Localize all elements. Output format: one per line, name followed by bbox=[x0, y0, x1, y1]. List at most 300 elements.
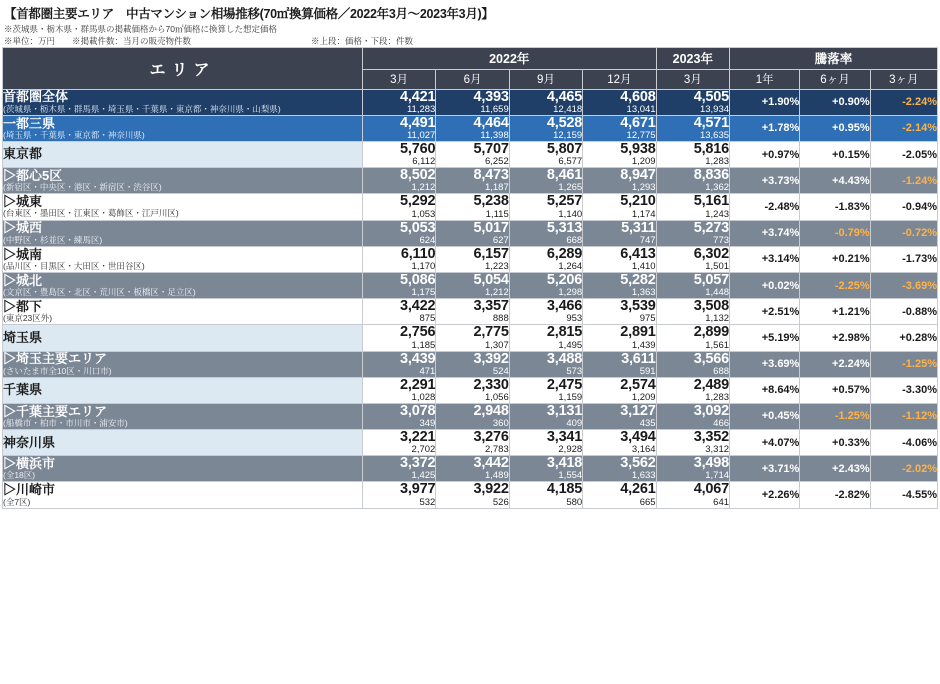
price-cell bbox=[436, 482, 509, 508]
price-value: 2,330 bbox=[473, 376, 509, 393]
price-cell bbox=[362, 220, 435, 246]
table-row bbox=[3, 403, 938, 429]
listing-count: 665 bbox=[639, 496, 656, 508]
change-cell: -1.12% bbox=[870, 403, 937, 429]
change-cell: +3.74% bbox=[730, 220, 800, 246]
listing-count: 1,140 bbox=[558, 208, 583, 220]
price-value: 8,473 bbox=[473, 167, 509, 184]
header-area: エリア bbox=[3, 47, 363, 89]
listing-count: 688 bbox=[713, 365, 730, 377]
price-value: 3,418 bbox=[546, 455, 583, 472]
price-value: 5,292 bbox=[400, 193, 436, 210]
listing-count: 435 bbox=[639, 418, 656, 430]
listing-count: 2,783 bbox=[484, 444, 509, 456]
price-cell bbox=[509, 194, 582, 220]
price-value: 5,707 bbox=[473, 141, 509, 157]
price-cell bbox=[656, 377, 729, 403]
price-cell bbox=[362, 482, 435, 508]
price-cell bbox=[509, 325, 582, 351]
price-value: 5,238 bbox=[473, 193, 509, 210]
price-cell bbox=[583, 403, 656, 429]
change-cell: -2.02% bbox=[870, 456, 937, 482]
price-cell bbox=[362, 246, 435, 272]
listing-count: 6,577 bbox=[558, 156, 583, 168]
price-cell bbox=[583, 168, 656, 194]
price-value: 3,439 bbox=[400, 350, 436, 367]
price-value: 5,313 bbox=[546, 219, 583, 236]
listing-count: 1,425 bbox=[411, 470, 436, 482]
listing-count: 12,775 bbox=[626, 130, 656, 142]
area-cell bbox=[3, 377, 363, 403]
area-cell bbox=[3, 272, 363, 298]
price-value: 5,282 bbox=[620, 271, 656, 288]
change-cell: -2.05% bbox=[870, 142, 937, 168]
price-value: 3,498 bbox=[693, 455, 730, 472]
listing-count: 875 bbox=[419, 313, 436, 325]
price-value: 3,357 bbox=[473, 298, 509, 315]
price-cell bbox=[656, 272, 729, 298]
price-cell bbox=[436, 351, 509, 377]
change-cell: -4.55% bbox=[870, 482, 937, 508]
area-cell bbox=[3, 142, 363, 168]
area-name: 千葉県 bbox=[3, 382, 43, 398]
listing-count: 1,212 bbox=[411, 182, 436, 194]
area-cell bbox=[3, 246, 363, 272]
price-value: 3,539 bbox=[620, 298, 656, 315]
listing-count: 1,175 bbox=[411, 287, 436, 299]
listing-count: 1,209 bbox=[631, 156, 656, 168]
area-name: 一都三県 bbox=[3, 115, 56, 131]
price-value: 5,054 bbox=[473, 271, 509, 288]
price-value: 3,422 bbox=[400, 298, 436, 315]
change-cell: -2.14% bbox=[870, 115, 937, 141]
price-value: 4,528 bbox=[546, 114, 583, 131]
area-cell bbox=[3, 115, 363, 141]
listing-count: 1,243 bbox=[705, 208, 730, 220]
listing-count: 1,362 bbox=[705, 182, 730, 194]
listing-count: 1,265 bbox=[558, 182, 583, 194]
listing-count: 573 bbox=[566, 365, 583, 377]
area-name: ▷埼玉主要エリア bbox=[3, 351, 108, 367]
listing-count: 953 bbox=[566, 313, 583, 325]
area-cell bbox=[3, 403, 363, 429]
price-value: 2,756 bbox=[400, 324, 436, 341]
change-cell: +0.90% bbox=[800, 89, 870, 115]
price-value: 3,392 bbox=[473, 350, 509, 367]
area-subtext: (文京区・豊島区・北区・荒川区・板橋区・足立区) bbox=[3, 287, 196, 297]
price-cell bbox=[656, 246, 729, 272]
table-row bbox=[3, 246, 938, 272]
price-cell bbox=[362, 325, 435, 351]
price-value: 3,494 bbox=[620, 429, 656, 446]
price-cell bbox=[436, 299, 509, 325]
change-cell: -1.24% bbox=[870, 168, 937, 194]
price-value: 5,053 bbox=[400, 219, 436, 236]
listing-count: 1,363 bbox=[631, 287, 656, 299]
listing-count: 6,112 bbox=[412, 156, 436, 168]
listing-count: 1,212 bbox=[484, 287, 509, 299]
price-value: 5,760 bbox=[400, 141, 436, 157]
change-cell: +3.14% bbox=[730, 246, 800, 272]
change-cell: -1.83% bbox=[800, 194, 870, 220]
change-cell: +0.15% bbox=[800, 142, 870, 168]
change-cell: +1.21% bbox=[800, 299, 870, 325]
price-value: 3,127 bbox=[620, 402, 656, 419]
price-value: 2,891 bbox=[620, 324, 656, 341]
header-month-2022-6: 6月 bbox=[436, 69, 509, 89]
price-value: 4,261 bbox=[620, 481, 656, 498]
price-value: 3,372 bbox=[400, 455, 436, 472]
change-cell: -2.48% bbox=[730, 194, 800, 220]
price-value: 5,057 bbox=[693, 271, 730, 288]
table-row bbox=[3, 377, 938, 403]
table-row bbox=[3, 456, 938, 482]
listing-count: 1,298 bbox=[558, 287, 583, 299]
area-name: ▷都下 bbox=[3, 298, 43, 314]
listing-count: 1,115 bbox=[485, 208, 509, 220]
price-cell bbox=[656, 299, 729, 325]
listing-count: 1,170 bbox=[411, 260, 436, 272]
listing-count: 1,448 bbox=[705, 287, 730, 299]
price-value: 4,571 bbox=[693, 114, 730, 131]
price-cell bbox=[583, 142, 656, 168]
price-value: 4,465 bbox=[546, 88, 583, 105]
price-cell bbox=[436, 430, 509, 456]
price-value: 3,092 bbox=[693, 402, 730, 419]
price-value: 3,276 bbox=[473, 429, 509, 446]
note-line-1: ※茨城県・栃木県・群馬県の掲載価格から70㎡価格に換算した想定価格 bbox=[4, 24, 277, 34]
price-value: 8,461 bbox=[546, 167, 583, 184]
price-cell bbox=[583, 220, 656, 246]
price-cell bbox=[436, 325, 509, 351]
listing-count: 1,283 bbox=[705, 156, 730, 168]
listing-count: 1,159 bbox=[558, 391, 583, 403]
price-cell bbox=[583, 351, 656, 377]
listing-count: 12,418 bbox=[553, 103, 583, 115]
listing-count: 1,185 bbox=[411, 339, 436, 351]
change-cell: -1.25% bbox=[800, 403, 870, 429]
header-change-6m: 6ヶ月 bbox=[800, 69, 870, 89]
price-value: 2,475 bbox=[546, 376, 583, 393]
price-cell bbox=[436, 456, 509, 482]
listing-count: 1,714 bbox=[705, 470, 730, 482]
area-name: ▷城西 bbox=[3, 220, 43, 236]
price-cell bbox=[656, 482, 729, 508]
area-name: ▷城北 bbox=[3, 272, 43, 288]
price-cell bbox=[509, 299, 582, 325]
price-cell bbox=[362, 272, 435, 298]
change-cell: +2.24% bbox=[800, 351, 870, 377]
change-cell: +0.21% bbox=[800, 246, 870, 272]
change-cell: -3.30% bbox=[870, 377, 937, 403]
price-value: 5,206 bbox=[546, 271, 583, 288]
area-cell bbox=[3, 194, 363, 220]
area-subtext: (全18区) bbox=[3, 470, 36, 481]
price-value: 8,947 bbox=[620, 167, 656, 184]
price-cell bbox=[656, 89, 729, 115]
price-value: 3,221 bbox=[400, 429, 436, 446]
area-cell bbox=[3, 325, 363, 351]
price-value: 2,899 bbox=[693, 324, 730, 341]
header-change: 騰落率 bbox=[730, 47, 938, 69]
price-value: 6,157 bbox=[473, 245, 509, 262]
price-value: 4,671 bbox=[620, 114, 656, 131]
price-value: 8,836 bbox=[693, 167, 730, 184]
header-month-2022-12: 12月 bbox=[583, 69, 656, 89]
listing-count: 1,293 bbox=[631, 182, 656, 194]
listing-count: 1,307 bbox=[484, 339, 509, 351]
listing-count: 1,209 bbox=[631, 391, 656, 403]
price-value: 6,413 bbox=[620, 245, 656, 262]
listing-count: 668 bbox=[566, 234, 583, 246]
listing-count: 1,283 bbox=[705, 391, 730, 403]
price-value: 2,948 bbox=[473, 402, 509, 419]
price-cell bbox=[509, 456, 582, 482]
change-cell: -0.88% bbox=[870, 299, 937, 325]
area-name: ▷千葉主要エリア bbox=[3, 403, 108, 419]
price-value: 4,067 bbox=[693, 481, 730, 498]
change-cell: -0.72% bbox=[870, 220, 937, 246]
header-change-1y: 1年 bbox=[730, 69, 800, 89]
listing-count: 471 bbox=[419, 365, 436, 377]
area-name: ▷城南 bbox=[3, 246, 43, 262]
listing-count: 1,561 bbox=[705, 339, 730, 351]
price-value: 3,466 bbox=[546, 298, 583, 315]
price-cell bbox=[583, 89, 656, 115]
listing-count: 2,928 bbox=[558, 444, 583, 456]
price-value: 3,562 bbox=[620, 455, 656, 472]
price-cell bbox=[583, 272, 656, 298]
change-cell: +3.71% bbox=[730, 456, 800, 482]
change-cell: +3.69% bbox=[730, 351, 800, 377]
change-cell: -3.69% bbox=[870, 272, 937, 298]
price-value: 3,977 bbox=[400, 481, 436, 498]
price-value: 3,131 bbox=[546, 402, 583, 419]
price-cell bbox=[509, 272, 582, 298]
price-cell bbox=[436, 272, 509, 298]
price-cell bbox=[509, 89, 582, 115]
header-year-2023: 2023年 bbox=[656, 47, 729, 69]
price-trend-table bbox=[2, 47, 938, 509]
listing-count: 6,252 bbox=[484, 156, 509, 168]
listing-count: 580 bbox=[566, 496, 583, 508]
change-cell: -4.06% bbox=[870, 430, 937, 456]
price-value: 3,611 bbox=[621, 350, 656, 367]
listing-count: 1,223 bbox=[484, 260, 509, 272]
listing-count: 466 bbox=[713, 418, 730, 430]
price-cell bbox=[583, 325, 656, 351]
price-cell bbox=[362, 456, 435, 482]
area-subtext: (埼玉県・千葉県・東京都・神奈川県) bbox=[3, 129, 145, 140]
price-cell bbox=[362, 194, 435, 220]
price-cell bbox=[656, 142, 729, 168]
price-value: 5,257 bbox=[546, 193, 583, 210]
price-cell bbox=[656, 220, 729, 246]
change-cell: -1.73% bbox=[870, 246, 937, 272]
listing-count: 11,283 bbox=[406, 103, 436, 115]
price-value: 3,508 bbox=[693, 298, 730, 315]
area-subtext: (さいたま市全10区・川口市) bbox=[3, 365, 112, 376]
price-value: 5,938 bbox=[620, 141, 656, 157]
area-cell bbox=[3, 89, 363, 115]
header-month-2023-3: 3月 bbox=[656, 69, 729, 89]
change-cell: -0.94% bbox=[870, 194, 937, 220]
price-cell bbox=[362, 430, 435, 456]
price-cell bbox=[509, 482, 582, 508]
change-cell: +1.90% bbox=[730, 89, 800, 115]
area-name: ▷川崎市 bbox=[3, 482, 56, 498]
price-value: 6,289 bbox=[546, 245, 583, 262]
price-value: 2,291 bbox=[400, 376, 436, 393]
price-cell bbox=[509, 115, 582, 141]
price-value: 3,341 bbox=[546, 429, 583, 446]
table-row bbox=[3, 272, 938, 298]
change-cell: +0.45% bbox=[730, 403, 800, 429]
price-cell bbox=[656, 194, 729, 220]
price-cell bbox=[509, 246, 582, 272]
table-row bbox=[3, 220, 938, 246]
listing-count: 11,659 bbox=[480, 103, 509, 115]
price-cell bbox=[362, 142, 435, 168]
price-value: 4,608 bbox=[620, 88, 656, 105]
area-subtext: (台東区・墨田区・江東区・葛飾区・江戸川区) bbox=[3, 208, 179, 219]
price-cell bbox=[583, 115, 656, 141]
price-cell bbox=[509, 142, 582, 168]
change-cell: +2.51% bbox=[730, 299, 800, 325]
price-value: 4,421 bbox=[400, 88, 436, 105]
price-value: 4,491 bbox=[400, 114, 436, 131]
price-value: 3,078 bbox=[400, 402, 436, 419]
area-cell bbox=[3, 168, 363, 194]
listing-count: 524 bbox=[492, 365, 509, 377]
area-subtext: (東京23区外) bbox=[3, 313, 53, 324]
table-row bbox=[3, 168, 938, 194]
header-year-2022: 2022年 bbox=[362, 47, 656, 69]
table-row bbox=[3, 89, 938, 115]
price-cell bbox=[656, 403, 729, 429]
price-value: 5,273 bbox=[693, 219, 730, 236]
listing-count: 1,501 bbox=[705, 260, 730, 272]
table-row bbox=[3, 430, 938, 456]
price-value: 2,489 bbox=[693, 376, 730, 393]
price-cell bbox=[656, 325, 729, 351]
change-cell: +0.02% bbox=[730, 272, 800, 298]
price-cell bbox=[436, 142, 509, 168]
area-cell bbox=[3, 220, 363, 246]
listing-count: 1,053 bbox=[411, 208, 436, 220]
change-cell: +0.95% bbox=[800, 115, 870, 141]
price-cell bbox=[362, 299, 435, 325]
price-cell bbox=[509, 377, 582, 403]
price-value: 4,185 bbox=[546, 481, 583, 498]
listing-count: 1,174 bbox=[631, 208, 656, 220]
listing-count: 1,495 bbox=[558, 339, 583, 351]
change-cell: +0.33% bbox=[800, 430, 870, 456]
price-cell bbox=[362, 89, 435, 115]
price-cell bbox=[362, 351, 435, 377]
price-cell bbox=[509, 403, 582, 429]
price-cell bbox=[509, 220, 582, 246]
listing-count: 1,264 bbox=[558, 260, 583, 272]
listing-count: 1,187 bbox=[484, 182, 509, 194]
listing-count: 11,398 bbox=[480, 130, 509, 142]
price-cell bbox=[583, 194, 656, 220]
price-cell bbox=[436, 89, 509, 115]
change-cell: -0.79% bbox=[800, 220, 870, 246]
change-cell: +4.43% bbox=[800, 168, 870, 194]
price-value: 3,352 bbox=[693, 429, 730, 446]
price-value: 4,393 bbox=[473, 88, 509, 105]
price-value: 5,816 bbox=[693, 141, 730, 157]
price-value: 5,210 bbox=[620, 193, 656, 210]
listing-count: 526 bbox=[492, 496, 509, 508]
price-cell bbox=[436, 194, 509, 220]
price-cell bbox=[583, 430, 656, 456]
price-cell bbox=[583, 377, 656, 403]
listing-count: 13,041 bbox=[626, 103, 656, 115]
price-value: 5,017 bbox=[473, 219, 509, 236]
area-cell bbox=[3, 351, 363, 377]
note-line-2-left: ※単位：万円 ※掲載件数：当月の販売物件数 bbox=[4, 35, 192, 46]
listing-count: 3,312 bbox=[705, 444, 730, 456]
price-value: 6,110 bbox=[400, 245, 436, 262]
price-cell bbox=[656, 430, 729, 456]
area-subtext: (品川区・目黒区・大田区・世田谷区) bbox=[3, 260, 145, 271]
price-cell bbox=[509, 351, 582, 377]
price-cell bbox=[583, 456, 656, 482]
listing-count: 2,702 bbox=[411, 444, 436, 456]
change-cell: -1.25% bbox=[870, 351, 937, 377]
price-cell bbox=[656, 115, 729, 141]
price-value: 5,311 bbox=[621, 219, 656, 236]
table-body bbox=[3, 89, 938, 508]
listing-count: 3,164 bbox=[631, 444, 656, 456]
listing-count: 349 bbox=[419, 418, 436, 430]
price-value: 2,815 bbox=[546, 324, 583, 341]
price-cell bbox=[583, 246, 656, 272]
area-subtext: (中野区・杉並区・練馬区) bbox=[3, 234, 103, 245]
price-value: 3,922 bbox=[473, 481, 509, 498]
price-cell bbox=[656, 456, 729, 482]
listing-count: 360 bbox=[492, 418, 509, 430]
change-cell: +8.64% bbox=[730, 377, 800, 403]
table-row bbox=[3, 142, 938, 168]
header-month-2022-9: 9月 bbox=[509, 69, 582, 89]
listing-count: 1,439 bbox=[631, 339, 656, 351]
price-cell bbox=[362, 403, 435, 429]
table-row bbox=[3, 482, 938, 508]
change-cell: -2.25% bbox=[800, 272, 870, 298]
note-line-2-right: ※上段：価格・下段：件数 bbox=[311, 35, 414, 46]
price-cell bbox=[509, 168, 582, 194]
price-cell bbox=[656, 168, 729, 194]
price-value: 3,442 bbox=[473, 455, 509, 472]
price-cell bbox=[362, 168, 435, 194]
area-cell bbox=[3, 482, 363, 508]
change-cell: +2.26% bbox=[730, 482, 800, 508]
change-cell: +5.19% bbox=[730, 325, 800, 351]
change-cell: +2.43% bbox=[800, 456, 870, 482]
change-cell: +0.28% bbox=[870, 325, 937, 351]
change-cell: -2.82% bbox=[800, 482, 870, 508]
table-header bbox=[3, 47, 938, 89]
price-cell bbox=[436, 115, 509, 141]
area-name: 首都圏全体 bbox=[3, 89, 69, 105]
listing-count: 773 bbox=[713, 234, 730, 246]
price-cell bbox=[362, 115, 435, 141]
area-name: ▷横浜市 bbox=[3, 456, 56, 472]
change-cell: +1.78% bbox=[730, 115, 800, 141]
